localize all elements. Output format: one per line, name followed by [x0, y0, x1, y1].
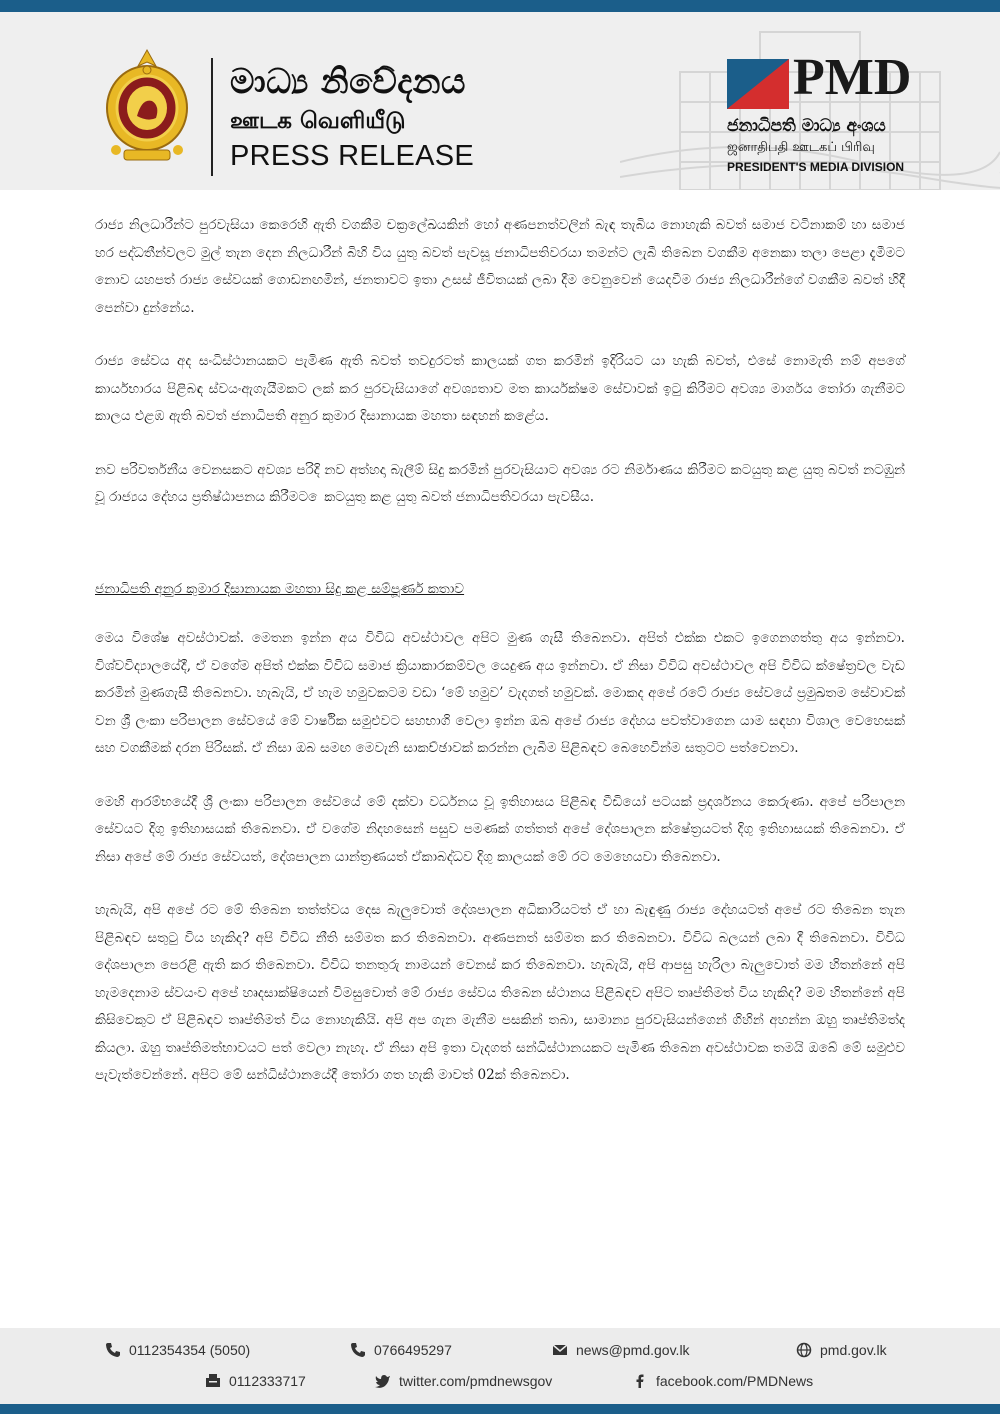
website-contact: [796, 1342, 887, 1358]
email-contact: [552, 1342, 690, 1358]
top-accent-bar: [0, 0, 1000, 12]
body-paragraph: රාජ්‍ය නිලධාරීන්ට පුරවැසියා කෙරෙහි ඇති වගකීම චක්‍රලේඛයකින් හෝ අණපනත්වලින් බැඳ තැබිය නොහැකි බවත් සමාජ වටිනාකම් හා සමාජ හර පද්ධතීන්වලට මුල් තැන දෙන නිලධාරීන් බිහි විය යුතු බවත් පැවසූ ජනාධිපතිවරයා තමන්ට ලැබී තිබෙන වගකීම අනෙකා තලා පෙළා දැමීමට නොව යහපත් රාජ්‍ය සේවයක් ගොඩනඟමින්, ජනතාවට ඉතා උසස් ජීවිතයක් ලබා දීම වෙනුවෙන් යෙදවීම රාජ්‍ය නිලධාරීන්ගේ වගකීම බවත් හිදී පෙන්වා දුන්නේය.: [95, 217, 905, 316]
phone-icon: [350, 1342, 366, 1358]
twitter-icon: [375, 1373, 391, 1389]
press-release-header: [0, 12, 1000, 190]
title-sinhala: මාධ්‍ය නිවේදනය: [230, 62, 466, 102]
org-name-tamil: ஜனாதிபதி ஊடகப் பிரிவு: [727, 140, 875, 155]
org-name-english: PRESIDENT'S MEDIA DIVISION: [727, 160, 905, 174]
title-tamil: ஊடக வெளியீடு: [230, 108, 406, 134]
pmd-logo-text: PMD: [793, 49, 912, 106]
phone-icon: [105, 1342, 121, 1358]
globe-icon: [796, 1342, 812, 1358]
sri-lanka-emblem-icon: [104, 46, 190, 164]
phone-contact-2: [350, 1342, 452, 1358]
fax-number[interactable]: 0112333717: [229, 1373, 306, 1389]
org-name-sinhala: ජනාධිපති මාධ්‍ය අංශය: [727, 116, 886, 136]
speech-paragraph: මෙහි ආරම්භයේදී ශ්‍රී ලංකා පරිපාලන සේවයේ මේ දක්වා වර්ධනය වූ ඉතිහාසය පිළිබඳ වීඩියෝ පටයක් ප්‍රදර්ශනය කෙරුණා. අපේ පරිපාලන සේවයට දිගු ඉතිහාසයක් තිබෙනවා. ඒ වගේම නිදහසෙන් පසුව පමණක් ගත්තත් අපේ දේශපාලන ක්ෂේත්‍රයටත් දිගු ඉතිහාසයක් තිබෙනවා. ඒ නිසා අපේ මේ රාජ්‍ය සේවයත්, දේශපාලන යාන්ත්‍රණයත් ඒකාබද්ධව දිගු කාලයක් මේ රට මෙහෙයවා තිබෙනවා.: [95, 793, 905, 865]
facebook-icon: [632, 1373, 648, 1389]
phone-contact-1: [105, 1342, 250, 1358]
speech-paragraph: හැබැයි, අපි අපේ රට මේ තිබෙන තත්ත්වය දෙස බැලුවොත් දේශපාලන අධිකාරියටත් ඒ හා බැඳුණු රාජ්‍ය දේහයටත් අපේ රට තිබෙන තැන පිළිබඳව සතුටු විය හැකිද? අපි විවිධ නීති සම්මත කර තිබෙනවා. අණපනත් සම්මත කර තිබෙනවා. විවිධ බලයන් ලබා දී තිබෙනවා. විවිධ දේශපාලන පෙරළි ඇති කර තිබෙනවා. විවිධ තනතුරු නාමයන් වෙනස් කර තිබෙනවා. හැබැයි, අපි ආපසු හැරිලා බැලුවොත් මම හිතන්නේ අපි හැමදෙනාම ස්වයංව අපේ හෘදසාක්ෂියෙන් විමසුවොත් මේ රාජ්‍ය සේවය තිබෙන ස්ථානය පිළිබඳව අපිට තෘප්තිමත් විය හැකිද? මම හිතන්නේ අපි කිසිවෙකුට ඒ පිළිබඳව තෘප්තිමත් විය නොහැකියි. අපි අප ගැන මැනීම පසකින් තබා, සාමාන්‍ය පුරවැසියන්ගෙන් ගිහින් අහන්න ඔහු තෘප්තිමත්ද කියලා. ඔහු තෘප්තිමත්භාවයට පත් වෙලා නැහැ. ඒ නිසා අපි ඉතා වැදගත් සන්ධිස්ථානයකට පැමිණ තිබෙන අවස්ථාවක තමයි ඔබේ මේ සමුළුව පැවැත්වෙන්නේ. අපිට මේ සන්ධිස්ථානයේදී තෝරා ගත හැකි මාවත් 02ක් තිබෙනවා.: [95, 902, 905, 1083]
speech-subheading: ජනාධිපති අනුර කුමාර දිසානායක මහතා සිදු කළ සම්පූර්ණ කතාව: [95, 580, 465, 597]
phone-number-2[interactable]: 0766495297: [374, 1342, 452, 1358]
fax-contact: [205, 1373, 306, 1389]
facebook-contact: [632, 1373, 813, 1389]
email-icon: [552, 1342, 568, 1358]
twitter-contact: [375, 1373, 552, 1389]
press-release-body: [95, 212, 905, 1116]
twitter-link[interactable]: twitter.com/pmdnewsgov: [399, 1373, 553, 1389]
speech-paragraph: මෙය විශේෂ අවස්ථාවක්. මෙතන ඉන්න අය විවිධ අවස්ථාවල අපිට මුණ ගැසී තිබෙනවා. අපිත් එක්ක එකට ඉගෙනගත්තු අය ඉන්නවා. විශ්වවිද්‍යාලයේදී, ඒ වගේම අපිත් එක්ක විවිධ සමාජ ක්‍රියාකාරකම්වල යෙදුණ අය ඉන්නවා. ඒ නිසා විවිධ අවස්ථාවල අපි විවිධ ක්ෂේත්‍රවල වැඩ කරමින් මුණගැසී තිබෙනවා. හැබැයි, ඒ හැම හමුවකටම වඩා ‘මේ හමුව’ වැදගත් හමුවක්. මොකද අපේ රටේ රාජ්‍ය සේවයේ ප්‍රමුඛතම සේවාවක් වන ශ්‍රී ලංකා පරිපාලන සේවයේ මේ වාර්ෂික සමුළුවට සහභාගි වෙලා ඉන්න ඔබ අපේ රාජ්‍ය දේහය පවත්වාගෙන යාම සඳහා විශාල වෙහෙසක් සහ වගකීමක් දරන පිරිසක්. ඒ නිසා ඔබ සමඟ මෙවැනි සාකච්ඡාවක් කරන්න ලැබීම පිළිබඳව බෙහෙවින්ම සතුටට පත්වෙනවා.: [95, 630, 905, 756]
bottom-accent-bar: [0, 1404, 1000, 1414]
fax-icon: [205, 1373, 221, 1389]
website-link[interactable]: pmd.gov.lk: [820, 1342, 887, 1358]
title-english: PRESS RELEASE: [230, 140, 475, 172]
header-divider: [211, 58, 213, 176]
facebook-link[interactable]: facebook.com/PMDNews: [656, 1373, 814, 1389]
contact-footer: [0, 1328, 1000, 1404]
body-paragraph: රාජ්‍ය සේවය අද සංධිස්ථානයකට පැමිණ ඇති බවත් තවදුරටත් කාලයක් ගත කරමින් ඉදිරියට යා හැකි බවත්, එසේ නොමැති නම් අපගේ කාර්යභාරය පිළිබඳ ස්වයංඇගැයීමකට ලක් කර පුරවැසියාගේ අවශ්‍යතාව මත කාර්යක්ෂම සේවාවක් ඉටු කිරීමට අවශ්‍ය මාර්ගය තෝරා ගැනීමට කාලය එළඹ ඇති බවත් ජනාධිපති අනුර කුමාර දිසානායක මහතා සඳහන් කළේය.: [95, 353, 905, 424]
body-paragraph: නව පරිවර්තනීය වෙනසකට අවශ්‍ය පරිදි නව අත්හදා බැලීම් සිදු කරමින් පුරවැසියාට අවශ්‍ය රට නිර්මාණය කිරීමට කටයුතු කළ යුතු බවත් නටඹුන් වූ රාජ්‍යය දේහය ප්‍රතිෂ්ඨාපනය කිරීමට ෙකටයුතු කළ යුතු බවත් ජනාධිපතිවරයා පැවසීය.: [95, 461, 905, 505]
pmd-logo-icon: [727, 59, 789, 109]
email-address[interactable]: news@pmd.gov.lk: [576, 1342, 690, 1358]
phone-number-1[interactable]: 0112354354 (5050): [129, 1342, 251, 1358]
